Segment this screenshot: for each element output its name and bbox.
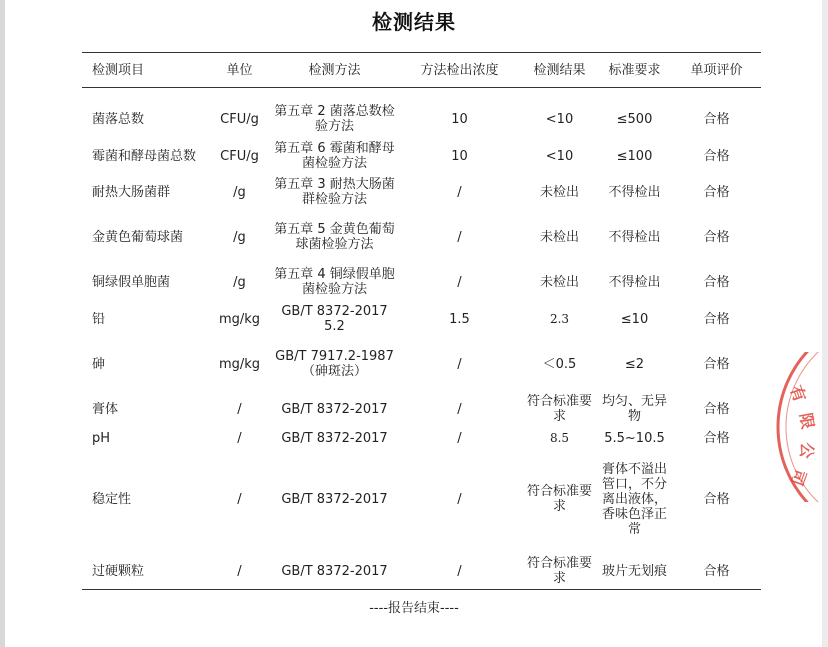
header-unit: 单位 bbox=[226, 62, 253, 78]
cell-item: 膏体 bbox=[92, 401, 119, 417]
page-right-edge bbox=[822, 0, 828, 647]
cell-item: 稳定性 bbox=[92, 491, 132, 507]
table-row bbox=[82, 264, 761, 300]
cell-standard: ≤500 bbox=[616, 111, 653, 127]
cell-eval: 合格 bbox=[703, 401, 730, 417]
cell-standard: 均匀、无异物 bbox=[601, 394, 667, 424]
table-header-row bbox=[82, 56, 761, 84]
cell-limit: / bbox=[457, 430, 462, 446]
cell-result: 未检出 bbox=[539, 184, 579, 200]
cell-item: 过硬颗粒 bbox=[92, 563, 145, 579]
table-row bbox=[82, 338, 761, 390]
cell-method: 第五章 3 耐热大肠菌群检验方法 bbox=[274, 177, 395, 207]
report-title: 检测结果 bbox=[372, 10, 456, 34]
cell-standard: ≤100 bbox=[616, 148, 653, 164]
cell-item: 金黄色葡萄球菌 bbox=[92, 229, 184, 245]
cell-eval: 合格 bbox=[703, 491, 730, 507]
table-row bbox=[82, 100, 761, 138]
header-evaluation: 单项评价 bbox=[690, 62, 743, 78]
table-top-rule bbox=[82, 52, 761, 53]
cell-limit: / bbox=[457, 563, 462, 579]
cell-eval: 合格 bbox=[703, 148, 730, 164]
header-method: 检测方法 bbox=[308, 62, 361, 78]
header-item: 检测项目 bbox=[92, 62, 145, 78]
cell-result: 未检出 bbox=[539, 274, 579, 290]
cell-eval: 合格 bbox=[703, 184, 730, 200]
svg-text:限: 限 bbox=[796, 411, 818, 431]
table-row bbox=[82, 428, 761, 448]
cell-unit: /g bbox=[233, 274, 246, 290]
table-row bbox=[82, 550, 761, 592]
cell-result: ＜0.5 bbox=[542, 356, 577, 372]
cell-method: GB/T 8372-2017 bbox=[281, 430, 388, 446]
cell-unit: / bbox=[237, 491, 242, 507]
table-row bbox=[82, 300, 761, 338]
cell-unit: / bbox=[237, 430, 242, 446]
cell-limit: / bbox=[457, 184, 462, 200]
cell-limit: 1.5 bbox=[449, 311, 470, 327]
cell-method: 第五章 2 菌落总数检验方法 bbox=[274, 104, 395, 134]
header-standard: 标准要求 bbox=[608, 62, 661, 78]
cell-item: 霉菌和酵母菌总数 bbox=[92, 148, 197, 164]
cell-method: GB/T 8372-2017 5.2 bbox=[281, 304, 388, 334]
cell-result: 符合标准要求 bbox=[526, 556, 592, 586]
cell-standard: ≤10 bbox=[620, 311, 649, 327]
page-left-edge bbox=[0, 0, 5, 647]
cell-unit: mg/kg bbox=[218, 356, 261, 372]
svg-text:有: 有 bbox=[786, 382, 810, 405]
table-row bbox=[82, 138, 761, 174]
cell-item: pH bbox=[92, 430, 111, 446]
svg-text:公: 公 bbox=[796, 441, 817, 460]
cell-method: GB/T 8372-2017 bbox=[281, 491, 388, 507]
cell-unit: CFU/g bbox=[220, 111, 259, 127]
cell-method: 第五章 5 金黄色葡萄球菌检验方法 bbox=[274, 222, 395, 252]
cell-unit: / bbox=[237, 401, 242, 417]
cell-method: GB/T 8372-2017 bbox=[281, 401, 388, 417]
table-row bbox=[82, 210, 761, 264]
cell-limit: / bbox=[457, 274, 462, 290]
cell-item: 耐热大肠菌群 bbox=[92, 184, 171, 200]
cell-standard: 膏体不溢出管口，不分离出液体，香味色泽正常 bbox=[601, 461, 667, 537]
cell-item: 铜绿假单胞菌 bbox=[92, 274, 171, 290]
cell-unit: / bbox=[237, 563, 242, 579]
cell-eval: 合格 bbox=[703, 430, 730, 446]
cell-limit: / bbox=[457, 229, 462, 245]
cell-standard: 不得检出 bbox=[608, 184, 661, 200]
cell-item: 砷 bbox=[92, 356, 106, 372]
cell-item: 菌落总数 bbox=[92, 111, 145, 127]
cell-eval: 合格 bbox=[703, 274, 730, 290]
cell-limit: 10 bbox=[451, 148, 468, 164]
cell-standard: 不得检出 bbox=[608, 274, 661, 290]
cell-result: <10 bbox=[545, 148, 574, 164]
cell-limit: / bbox=[457, 491, 462, 507]
cell-unit: /g bbox=[233, 229, 246, 245]
cell-method: GB/T 7917.2-1987（砷斑法） bbox=[275, 349, 394, 379]
cell-standard: ≤2 bbox=[624, 356, 645, 372]
header-detection-limit: 方法检出浓度 bbox=[420, 62, 499, 78]
table-row bbox=[82, 448, 761, 550]
header-result: 检测结果 bbox=[533, 62, 586, 78]
cell-method: 第五章 4 铜绿假单胞菌检验方法 bbox=[274, 267, 395, 297]
cell-method: 第五章 6 霉菌和酵母菌检验方法 bbox=[274, 141, 395, 171]
cell-limit: / bbox=[457, 401, 462, 417]
cell-eval: 合格 bbox=[703, 229, 730, 245]
cell-unit: mg/kg bbox=[218, 311, 261, 327]
cell-limit: 10 bbox=[451, 111, 468, 127]
cell-standard: 不得检出 bbox=[608, 229, 661, 245]
cell-result: 未检出 bbox=[539, 229, 579, 245]
table-row bbox=[82, 174, 761, 210]
company-seal-stamp bbox=[770, 352, 822, 502]
cell-eval: 合格 bbox=[703, 563, 730, 579]
cell-eval: 合格 bbox=[703, 111, 730, 127]
cell-eval: 合格 bbox=[703, 311, 730, 327]
cell-unit: /g bbox=[233, 184, 246, 200]
cell-standard: 玻片无划痕 bbox=[601, 563, 667, 579]
table-row bbox=[82, 390, 761, 428]
cell-result: 8.5 bbox=[549, 430, 570, 445]
cell-item: 铅 bbox=[92, 311, 106, 327]
cell-eval: 合格 bbox=[703, 356, 730, 372]
cell-result: <10 bbox=[545, 111, 574, 127]
cell-unit: CFU/g bbox=[220, 148, 259, 164]
cell-result: 符合标准要求 bbox=[526, 484, 592, 514]
results-table bbox=[82, 56, 761, 592]
cell-result: 2.3 bbox=[549, 311, 570, 326]
cell-method: GB/T 8372-2017 bbox=[281, 563, 388, 579]
svg-text:司: 司 bbox=[786, 466, 811, 489]
report-end-marker: ----报告结束---- bbox=[369, 601, 459, 616]
cell-result: 符合标准要求 bbox=[526, 394, 592, 424]
cell-limit: / bbox=[457, 356, 462, 372]
cell-standard: 5.5~10.5 bbox=[604, 430, 665, 446]
